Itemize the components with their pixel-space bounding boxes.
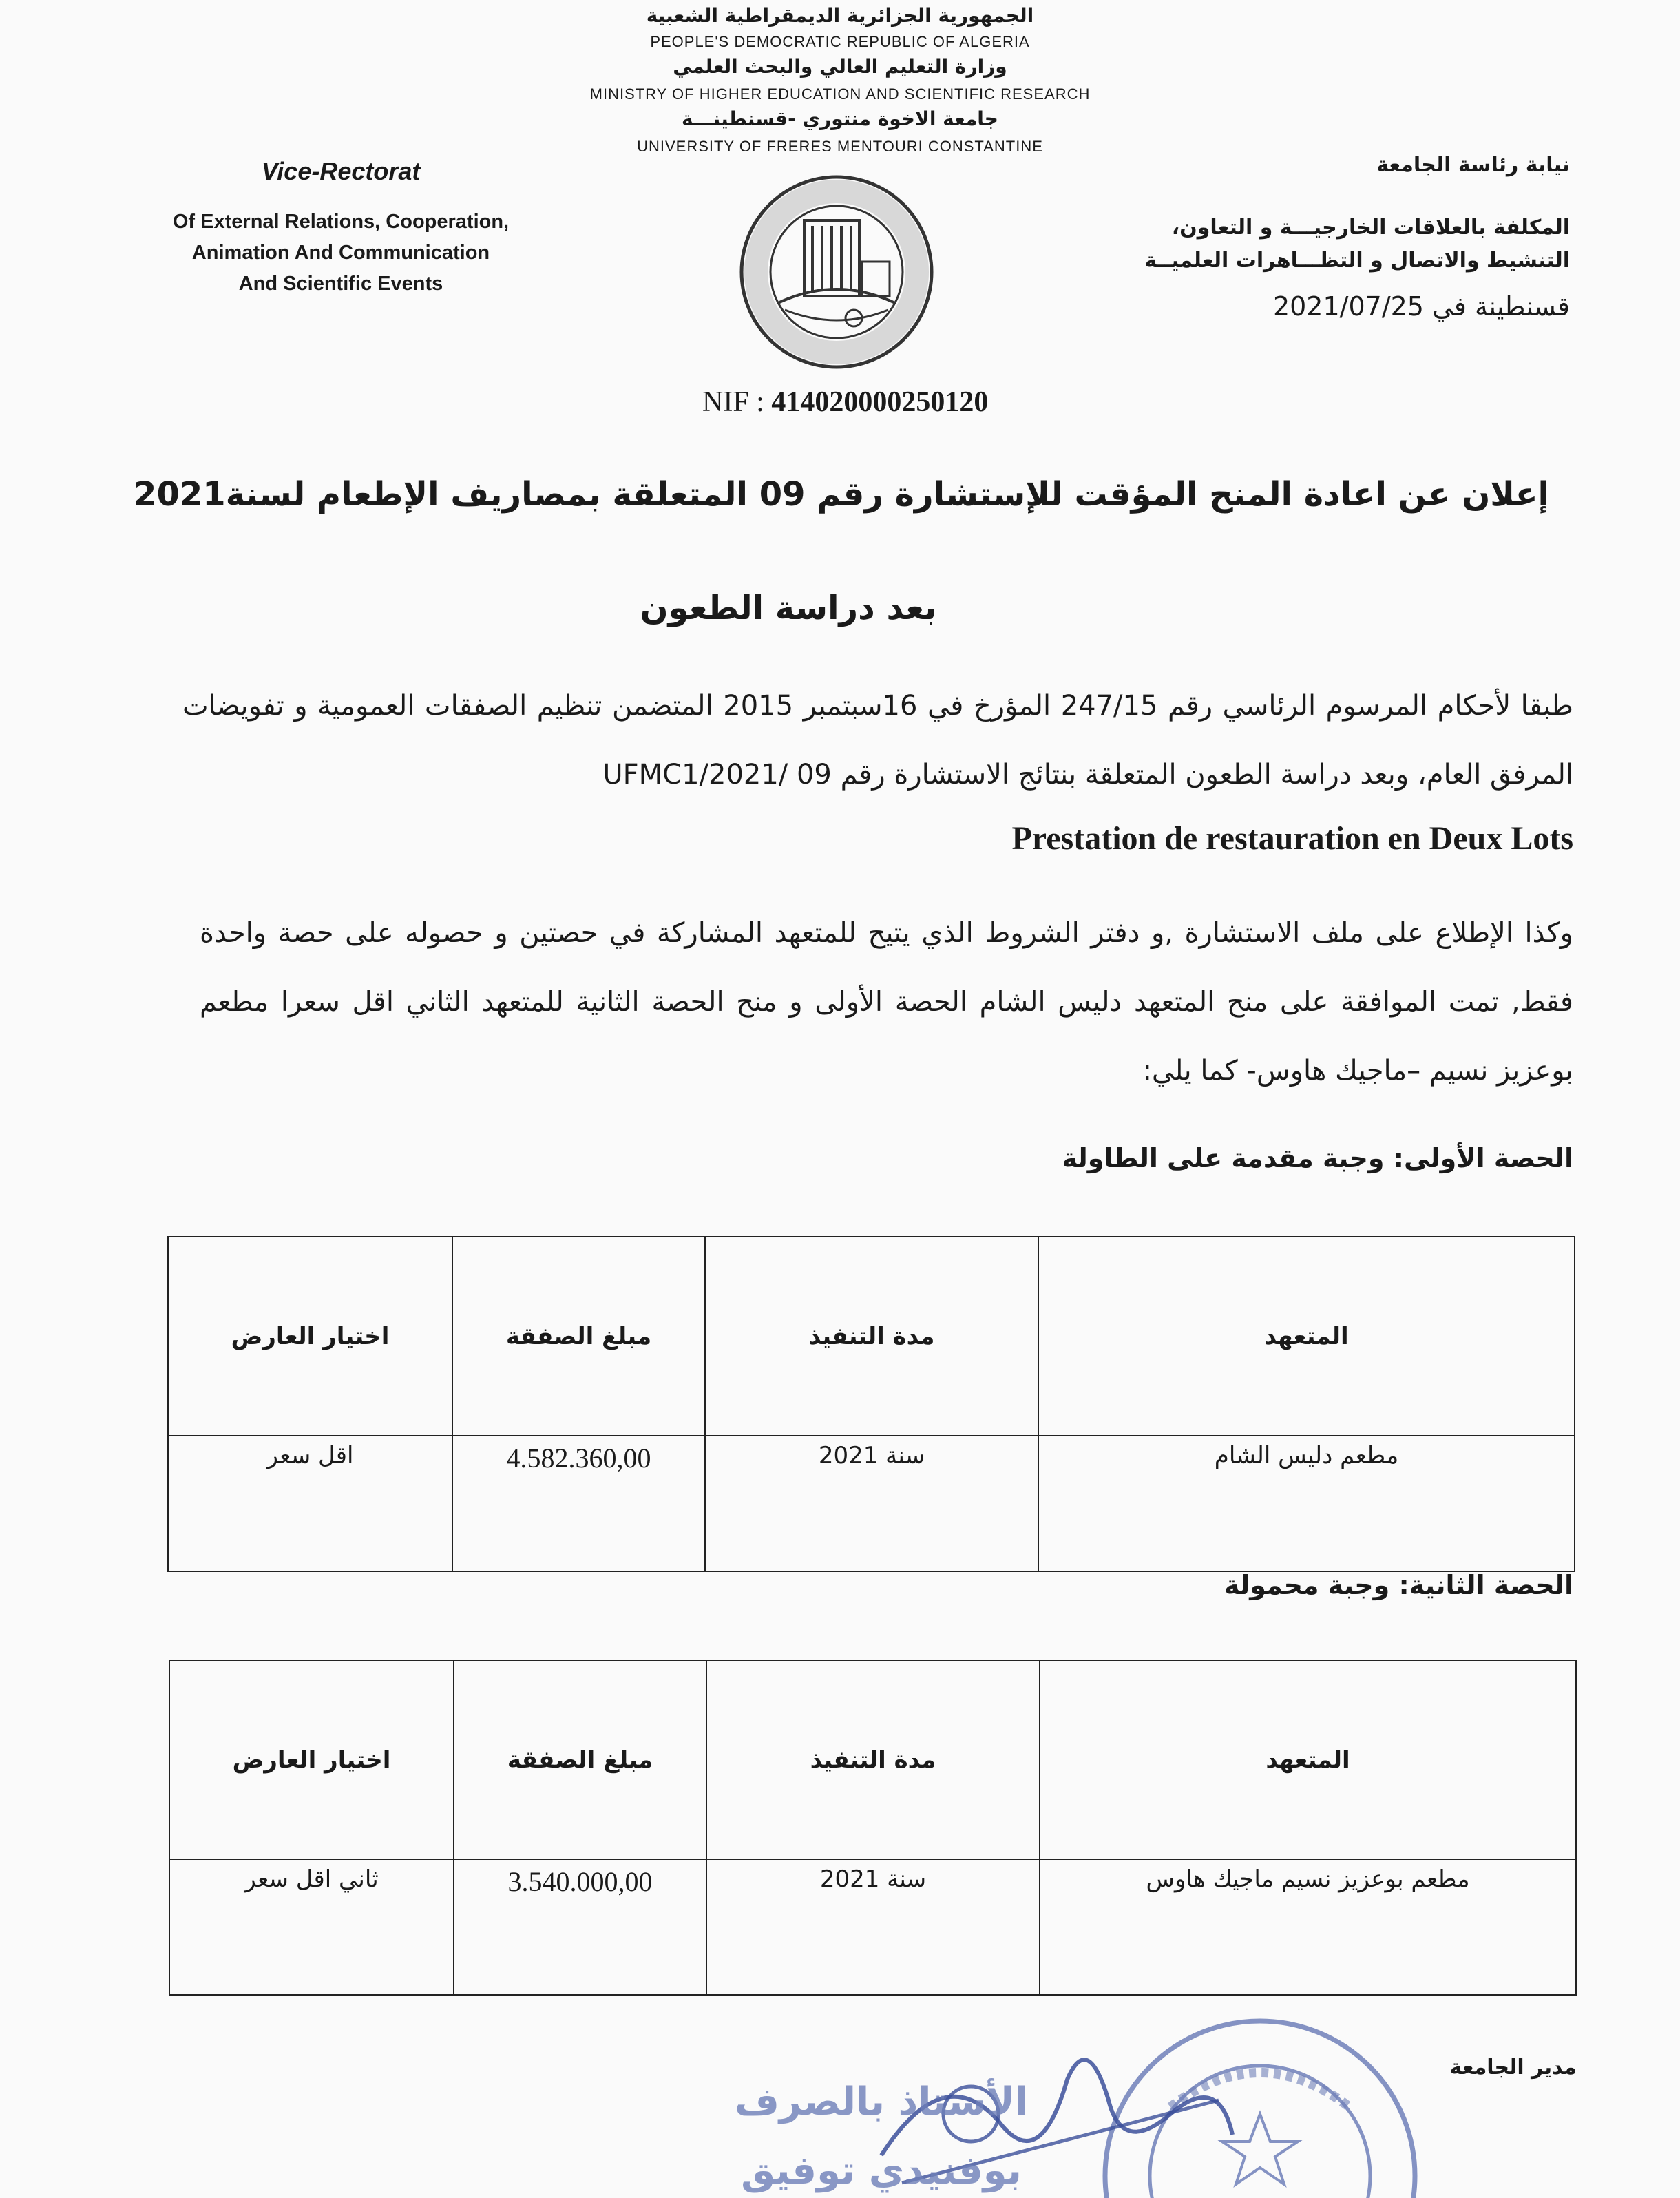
lot2-col-bidder: المتعهد: [1040, 1660, 1576, 1859]
right-office-block: [1074, 153, 1570, 322]
lot1-amount: 4.582.360,00: [452, 1436, 705, 1571]
university-en: UNIVERSITY OF FRERES MENTOURI CONSTANTINE: [637, 138, 1043, 155]
lot2-col-duration: مدة التنفيذ: [706, 1660, 1040, 1859]
lot1-col-amount: مبلغ الصفقة: [452, 1237, 705, 1436]
lot2-amount: 3.540.000,00: [454, 1859, 706, 1995]
lot1-bidder: مطعم دليس الشام: [1038, 1436, 1575, 1571]
vice-rectorat-title: Vice-Rectorat: [261, 157, 421, 185]
paragraph-decree: طبقا لأحكام المرسوم الرئاسي رقم 247/15 المؤرخ في 16سبتمبر 2015 المتضمن تنظيم الصفقات العمومية و تفويضات المرفق العام، وبعد دراسة الطعون المتعلقة بنتائج الاستشارة رقم UFMC1/2021/ 09: [182, 690, 1573, 791]
nif-line: [702, 386, 988, 419]
vice-rectorat-line2: Animation And Communication: [191, 242, 490, 264]
nif-value: 414020000250120: [771, 386, 989, 418]
lot1-heading: الحصة الأولى: وجبة مقدمة على الطاولة: [1062, 1143, 1573, 1173]
office-line3: التنشيط والاتصال و التظـــاهرات العلميــة: [1144, 249, 1570, 273]
vice-rectorat-block: [138, 157, 544, 300]
date-line: قسنطينة في 2021/07/25: [1272, 291, 1570, 322]
university-ar: جامعة الاخوة منتوري -قسنطينـــة: [681, 107, 998, 130]
nif-label: NIF :: [702, 386, 764, 418]
signatory-name-line1: الأستاذ بالصرف: [734, 2080, 1029, 2124]
office-line2: المكلفة بالعلاقات الخارجيـــة و التعاون،: [1171, 216, 1570, 240]
announcement-title-line1: إعلان عن اعادة المنح المؤقت للإستشارة رقم 09 المتعلقة بمصاريف الإطعام لسنة2021: [134, 475, 1549, 514]
director-label: مدير الجامعة: [1449, 2055, 1577, 2080]
republic-ar: الجمهورية الجزائرية الديمقراطية الشعبية: [646, 4, 1034, 27]
lot2-duration: سنة 2021: [706, 1859, 1040, 1995]
lot1-header-row: [168, 1237, 1575, 1436]
lot1-col-choice: اختيار العارض: [168, 1237, 452, 1436]
prestation-title: Prestation de restauration en Deux Lots: [1011, 820, 1573, 857]
lot1-table: [167, 1236, 1575, 1572]
office-line1: نيابة رئاسة الجامعة: [1376, 153, 1570, 177]
lot2-col-choice: اختيار العارض: [169, 1660, 454, 1859]
vice-rectorat-line3: And Scientific Events: [238, 273, 443, 295]
signatory-name-line2: بوفنيدي توفيق: [741, 2148, 1022, 2193]
lot2-table: [169, 1660, 1577, 1996]
lot2-bidder: مطعم بوعزيز نسيم ماجيك هاوس: [1040, 1859, 1576, 1995]
lot1-choice: اقل سعر: [168, 1436, 452, 1571]
table-row: [168, 1436, 1575, 1571]
paragraph-award: وكذا الإطلاع على ملف الاستشارة ,و دفتر الشروط الذي يتيح للمتعهد المشاركة في حصتين و حصوله على حصة واحدة فقط, تمت الموافقة على منح المتعهد دليس الشام الحصة الأولى و منح الحصة الثانية للمتعهد الثاني اقل سعرا مطعم بوعزيز نسيم –ماجيك هاوس- كما يلي:: [200, 917, 1573, 1087]
ministry-ar: وزارة التعليم العالي والبحث العلمي: [673, 55, 1007, 78]
ministry-en: MINISTRY OF HIGHER EDUCATION AND SCIENTIFIC RESEARCH: [589, 85, 1091, 103]
announcement-title-line2: بعد دراسة الطعون: [640, 589, 937, 627]
lot2-header-row: [169, 1660, 1576, 1859]
lot2-col-amount: مبلغ الصفقة: [454, 1660, 706, 1859]
vice-rectorat-line1: Of External Relations, Cooperation,: [172, 211, 510, 233]
lot1-col-duration: مدة التنفيذ: [705, 1237, 1038, 1436]
lot2-choice: ثاني اقل سعر: [169, 1859, 454, 1995]
university-logo-seal: [737, 172, 936, 372]
lot2-heading: الحصة الثانية: وجبة محمولة: [1224, 1570, 1573, 1600]
republic-en: PEOPLE'S DEMOCRATIC REPUBLIC OF ALGERIA: [650, 33, 1030, 50]
table-row: [169, 1859, 1576, 1995]
lot1-col-bidder: المتعهد: [1038, 1237, 1575, 1436]
lot1-duration: سنة 2021: [705, 1436, 1038, 1571]
